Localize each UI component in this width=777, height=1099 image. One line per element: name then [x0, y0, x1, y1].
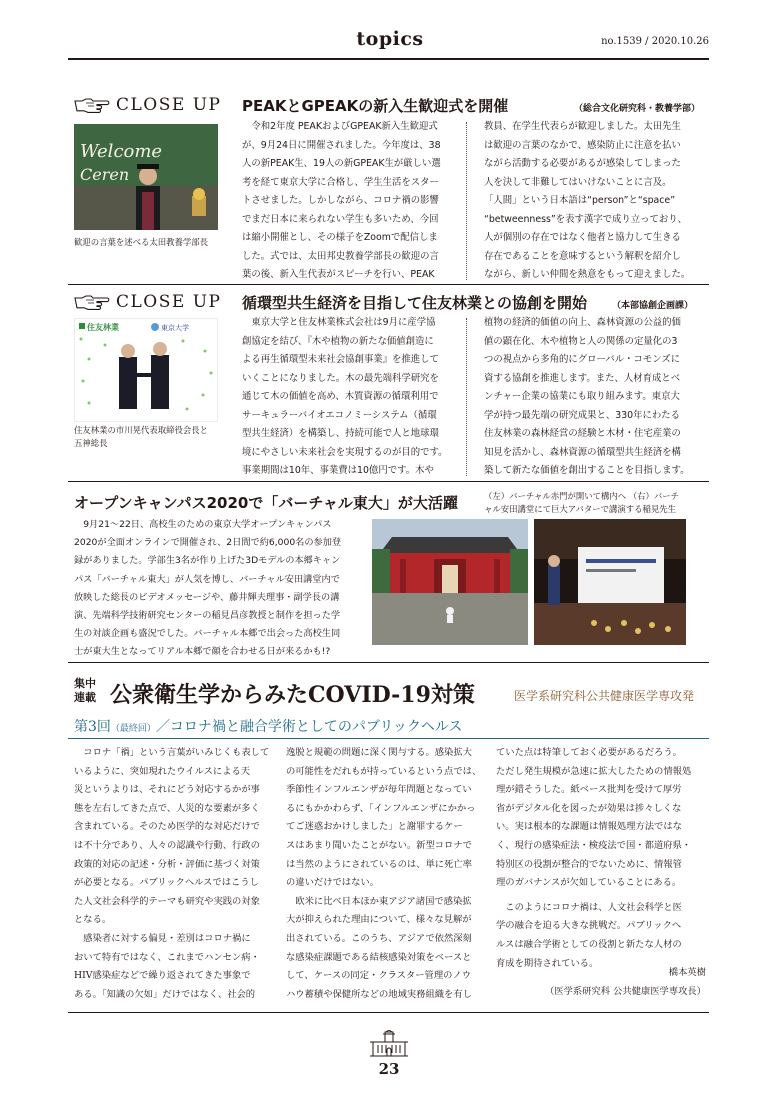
series-author: 橋本英樹: [668, 967, 706, 978]
page-number: 23: [378, 1060, 400, 1078]
virtual-yasuda-image: [534, 519, 686, 645]
pointing-hand-icon: [74, 97, 110, 113]
logo-utokyo: 東京大学: [161, 324, 189, 332]
virtual-akamon-image: [372, 519, 528, 645]
page-header-title: topics: [356, 28, 424, 50]
svg-text:Ceren: Ceren: [80, 165, 130, 184]
close-up-tag: [74, 95, 221, 115]
close-up-label: CLOSE UP: [116, 95, 222, 115]
series-col2: 逸脱と規範の問題に深く関与する。感染拡大 の可能性をだれもが持っているという点では、 季節性インフルエンザが毎年問題となってい るにもかかわらず、「インフルエンザにかかっ てご迷惑おかけしました」と謝罪するケー スはあまり聞いたことがない。新型コロナで は当然のようにされているのは、単に死亡率 の違いだけではない。 欧米に比べ日本ほか東アジア諸国で感染拡 大が抑えられた理由について、様々な見解が 出されている。このうち、アジアで依然深刻 な感染症課題である結核感染対策をベースと して、ケースの同定・クラスター管理のノウ ハウ蓄積や保健所などの地域実務組織を有し: [286, 747, 482, 1000]
column-divider: [466, 122, 467, 280]
section-divider: [68, 481, 709, 482]
close-up-label: CLOSE UP: [116, 292, 222, 312]
series-dept: 医学系研究科公共健康医学専攻発: [514, 689, 695, 703]
series-round-heading: [74, 716, 462, 736]
round-title: ／コロナ禍と融合学術としてのパブリックヘルス: [155, 719, 463, 735]
article3-title: オープンキャンパス2020で「バーチャル東大」が大活躍: [74, 494, 458, 512]
article2-title: 循環型共生経済を目指して住友林業との協創を開始: [242, 294, 588, 312]
article2-dept: （本部協創企画課）: [612, 301, 694, 311]
article3-body: 9月21〜22日、高校生のための東京大学オープンキャンパス 2020が全面オンラインで開催され、2日間で約6,000名の参加登 録がありました。学部生3名が作り上げた3Dモデルの本郷キャン パス「バーチャル東大」が人気を博し、バーチャル安田講堂内で 放映した総長のビデオメッセージや、藤井輝夫理事・副学長の講 演、先端科学技術研究センターの稲見昌彦教授と制作を担った学 生の対談企画も盛況でした。バーチャル本郷で出会った高校生同 士が東大生となってリアル本郷で顔を合わせる日が来るかも!?: [74, 519, 342, 658]
section-divider: [68, 1012, 709, 1013]
article1-col1: 令和2年度 PEAKおよびGPEAK新入生歓迎式 が、9月24日に開催されました。今年度は、38 人の新PEAK生、19人の新GPEAK生が厳しい選 考を経て東京大学に合格し、学生生活をスター トさせました。しかしながら、コロナ禍の影響 でまだ日本に来られない学生も多いため、今回 は縮小開催とし、その様子をZoomで配信しま した。式では、太田邦史教養学部長の歓迎の言 葉の後、新入生代表がスピーチを行い、PEAK: [242, 121, 441, 280]
series-tag: 集中 連載: [74, 677, 96, 704]
article3-caption: （左）バーチャル赤門が開いて構内へ （右）バーチ ャル安田講堂にて巨大アバターで講演する稲見先生: [484, 491, 680, 514]
header-rule: [68, 58, 709, 60]
pointing-hand-icon: [74, 294, 110, 310]
round-final: （最終回）: [110, 724, 156, 734]
section-divider: [68, 662, 709, 663]
article1-dept: （総合文化研究科・教養学部）: [574, 104, 701, 114]
section-divider: [68, 284, 709, 285]
round-number: 第3回: [74, 719, 111, 735]
issue-info: no.1539 / 2020.10.26: [601, 36, 709, 47]
logo-sumitomo: 住友林業: [87, 323, 119, 332]
column-divider: [466, 318, 467, 476]
series-author-affiliation: （医学系研究科 公共健康医学専攻長）: [544, 986, 706, 997]
article1-col2: 教員、在学生代表らが歓迎しました。太田先生 は歓迎の言葉のなかで、感染防止に注意を払い ながら活動する必要があるが感染してしまった 人を決して非難してはいけないことに言及。 「人間」という日本語は“person”と“space” “betweenness”を表す漢字で成り立っており、 人が個別の存在ではなく他者と協力して生きる 存在であることを意味するという解釈を紹介し ながら、新しい仲間を熱意をもって迎えました。: [484, 121, 691, 280]
series-col3: ていた点は特筆しておく必要があるだろう。 ただし発生規模が急速に拡大したための情報処 理が錯そうした。紙ベース批判を受けて厚労 省がデジタル化を図ったが効果は捗々しくな い。実は根本的な課題は情報処理方法ではな く、現行の感染症法・検疫法で国・都道府県・ 特別区の役割が整合的でないために、情報管 理のガバナンスが欠如していることにある。 このようにコロナ禍は、人文社会科学と医 学の融合を迫る大きな挑戦だ。パブリックへ ルスは融合学術としての役割と新たな人材の 育成を期待されている。: [496, 747, 692, 969]
article2-caption: 住友林業の市川晃代表取締役会長と 五神総長: [74, 425, 208, 448]
svg-text:Welcome: Welcome: [80, 141, 163, 162]
article2-col1: 東京大学と住友林業株式会社は9月に産学協 創協定を結び、『木や植物の新たな価値創造に よる再生循環型未来社会協創事業』を推進して いくことになりました。木の最先端科学研究を 通じて木の価値を高め、木質資源の循環利用で サーキュラーバイオエコノミーシステム（循環 型共生経済）を構築し、持続可能で人と地球環 境にやさしい未来社会を実現するのが目的です。 事業期間は10年、事業費は10億円です。木や: [242, 317, 448, 476]
partnership-photo: [74, 318, 218, 422]
article1-title: PEAKとGPEAKの新入生歓迎式を開催: [242, 97, 509, 115]
welcome-ceremony-photo: [74, 124, 218, 230]
round-rule: [68, 738, 709, 739]
series-title: 公衆衛生学からみたCOVID-19対策: [110, 682, 475, 708]
article2-col2: 植物の経済的価値の向上、森林資源の公益的価 値の顕在化、木や植物と人の関係の定量化の3 つの視点から多角的にグローバル・コモンズに 資する協創を推進します。また、人材育成とベ ンチャー企業の協業にも取り組みます。東京大 学が持つ最先端の研究成果と、330年にわたる 住友林業の森林経営の経験と木材・住宅産業の 知見を活かし、森林資源の循環型共生経済を構 築して新たな価値を創出することを目指します。: [484, 317, 690, 476]
article1-caption: 歓迎の言葉を述べる太田教養学部長: [74, 237, 208, 247]
series-col1: コロナ「禍」という言葉がいみじくも表して いるように、突如現れたウイルスによる天 災というよりは、それにどう対応するかが事 態を左右してきた点で、人災的な要素が多く 含まれている。そのため医学的な対応だけで は不十分であり、人々の認識や行動、行政の 政策的対応の記述・分析・評価に基づく対策 が必要となる。パブリックヘルスではこうし た人文社会科学的テーマも研究や実践の対象 となる。 感染者に対する偏見・差別はコロナ禍に おいて特有ではなく、これまでハンセン病・ HIV感染症などで繰り返されてきた事象で ある。「知識の欠如」だけではなく、社会的: [74, 747, 270, 1000]
close-up-tag: [74, 292, 221, 312]
yasuda-auditorium-icon: [370, 1030, 408, 1058]
